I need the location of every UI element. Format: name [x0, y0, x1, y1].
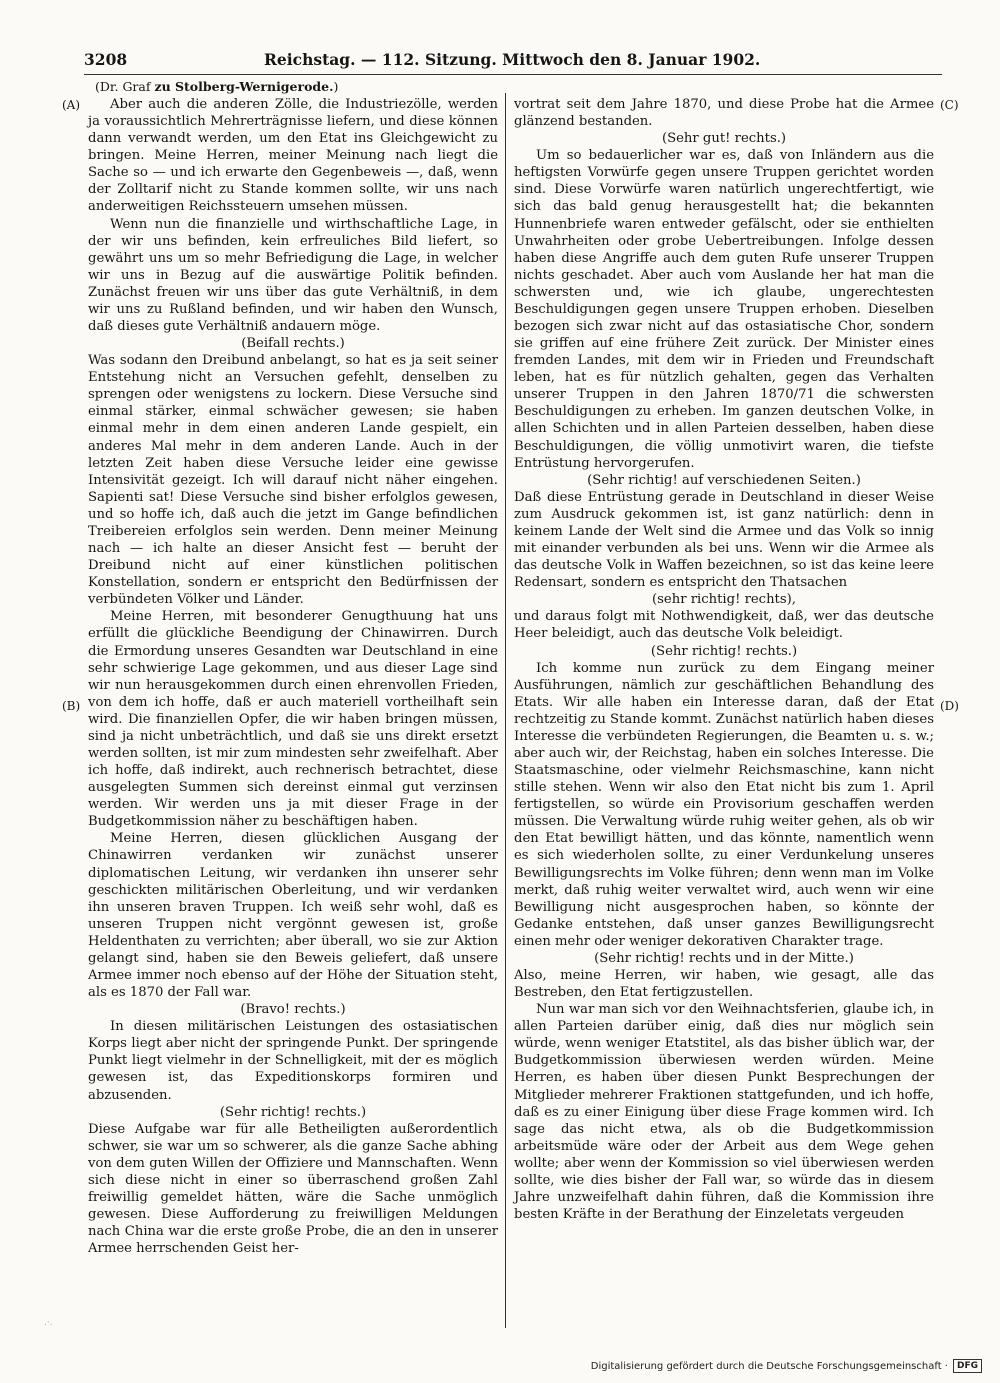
dfg-logo: DFG — [953, 1359, 982, 1373]
paragraph: Um so bedauerlicher war es, daß von Inländern aus die heftigsten Vorwürfe gegen unsere Truppen gerichtet worden sind. Diese Vorwürfe waren natürlich ungerechtfertigt, wie sich das bald genug herausgestellt hat; die bekannten Hunnenbriefe waren entweder gefälscht, oder sie enthielten Unwahrheiten oder grobe Uebertreibungen. Infolge dessen haben diese Angriffe auch dem guten Rufe unserer Truppen nichts geschadet. Aber auch vom Auslande her hat man die schwersten und, wie ich glaube, ungerechtesten Beschuldigungen gegen unsere Truppen erhoben. Dieselben bezogen sich zwar nicht auf das ostasiatische Chor, sondern sie griffen auf eine frühere Zeit zurück. Der Minister eines fremden Landes, mit dem wir in Frieden und Freundschaft leben, hat es für nützlich gehalten, gegen das Verhalten unserer Truppen in den Jahren 1870/71 die schwersten Beschuldigungen zu erheben. Im ganzen deutschen Volke, in allen Schichten und in allen Parteien desselben, haben diese Beschuldigungen, die völlig unmotivirt waren, die tiefste Entrüstung hervorgerufen. — [514, 148, 934, 471]
interjection: (Sehr richtig! auf verschiedenen Seiten.) — [587, 472, 861, 488]
paragraph: vortrat seit dem Jahre 1870, und diese Probe hat die Armee glänzend bestanden. — [514, 97, 934, 130]
speaker-suffix: ) — [333, 79, 339, 94]
paragraph: und daraus folgt mit Nothwendigkeit, daß, wer das deutsche Heer beleidigt, auch das deutsche Volk beleidigt. — [514, 609, 934, 642]
margin-marker-b: (B) — [62, 699, 81, 713]
speaker-prefix: (Dr. Graf — [95, 79, 155, 94]
interjection: (Sehr richtig! rechts.) — [219, 1104, 367, 1120]
margin-marker-c: (C) — [940, 98, 959, 112]
header-rule — [84, 74, 942, 75]
footer-text: Digitalisierung gefördert durch die Deutsche Forschungsgemeinschaft · — [590, 1360, 948, 1372]
right-column — [514, 96, 934, 1223]
speaker-name: zu Stolberg-Wernigerode. — [154, 79, 334, 94]
speaker-line — [95, 79, 338, 94]
paragraph: Ich komme nun zurück zu dem Eingang meiner Ausführungen, nämlich zur geschäftlichen Behandlung des Etats. Wir alle haben ein Interesse daran, daß der Etat rechtzeitig zu Stande kommt. Zunächst natürlich haben dieses Interesse die verbündeten Regierungen, die Beamten u. s. w.; aber auch wir, der Reichstag, haben ein solches Interesse. Die Staatsmaschine, oder vielmehr Reichsmaschine, kann nicht stille stehen. Wenn wir also den Etat nicht bis zum 1. April fertigstellen, so würde ein Provisorium geschaffen werden müssen. Die Verwaltung würde ruhig weiter gehen, als ob wir den Etat bewilligt hätten, und das könnte, namentlich wenn es sich wiederholen sollte, zu einer Verdunkelung unseres Bewilligungsrechts im Volke führen; denn wenn man im Volke merkt, daß ruhig weiter verwaltet wird, auch wenn wir eine Bewilligung nicht ausgesprochen haben, so könnte der Gedanke entstehen, daß unser ganzes Bewilligungsrecht einen mehr oder weniger dekorativen Charakter trage. — [514, 660, 934, 949]
digitization-footer — [591, 1359, 982, 1373]
interjection: (Beifall rechts.) — [241, 336, 345, 352]
paragraph: Daß diese Entrüstung gerade in Deutschland in dieser Weise zum Ausdruck gekommen ist, ist ganz natürlich: denn in keinem Lande der Welt sind die Armee und das Volk so innig mit einander verbunden als bei uns. Wenn wir die Armee als das deutsche Volk in Waffen bezeichnen, so ist das keine leere Redensart, sondern es entspricht den Thatsachen — [514, 489, 934, 591]
page-number: 3208 — [84, 50, 128, 69]
paragraph: In diesen militärischen Leistungen des ostasiatischen Korps liegt aber nicht der springende Punkt. Der springende Punkt liegt vielmehr in der Schnelligkeit, mit der es möglich gewesen ist, das Expeditionskorps formiren und abzusenden. — [88, 1019, 498, 1103]
paragraph: Aber auch die anderen Zölle, die Industriezölle, werden ja voraussichtlich Mehrerträgnisse liefern, und diese können dann verwandt werden, um den Etat ins Gleichgewicht zu bringen. Meine Herren, meiner Meinung nach liegt die Sache so — und ich erwarte den Gegenbeweis —, daß, wenn der Zolltarif nicht zu Stande kommen sollte, wir uns nach anderweitigen Reichssteuern umsehen müssen. — [88, 97, 498, 215]
column-divider — [505, 93, 506, 1328]
margin-marker-a: (A) — [62, 98, 81, 112]
page-header — [84, 50, 942, 72]
paragraph: Wenn nun die finanzielle und wirthschaftliche Lage, in der wir uns befinden, kein erfreuliches Bild liefert, so gewährt uns um so mehr Befriedigung die Lage, in welcher wir uns in Bezug auf die auswärtige Politik befinden. Zunächst freuen wir uns über das gute Verhältniß, in dem wir uns zu Rußland befinden, und wir haben den Wunsch, daß dieses gute Verhältniß andauern möge. — [88, 216, 498, 335]
page-smudge: .·. — [44, 1318, 53, 1328]
paragraph: Was sodann den Dreibund anbelangt, so hat es ja seit seiner Entstehung nicht an Versuchen gefehlt, denselben zu sprengen oder wenigstens zu lockern. Diese Versuche sind einmal stärker, einmal schwächer gewesen; sie haben einmal mehr in dem einen anderen Lande gespielt, ein anderes Mal mehr in dem anderen Lande. Auch in der letzten Zeit haben diese Versuche leider eine gewisse Intensivität gezeigt. Ich will darauf nicht näher eingehen. Sapienti sat! Diese Versuche sind bisher erfolglos gewesen, und so hoffe ich, daß auch die jetzt im Gange befindlichen Treibereien erfolglos sein werden. Denn meiner Meinung nach — ich halte an dieser Ansicht fest — beruht der Dreibund nicht auf einer künstlichen politischen Konstellation, sondern er entspricht den Bedürfnissen der verbündeten Völker und Länder. — [88, 353, 498, 608]
interjection: (Bravo! rechts.) — [240, 1002, 346, 1018]
paragraph: Also, meine Herren, wir haben, wie gesagt, alle das Bestreben, den Etat fertigzustellen. — [514, 967, 934, 1001]
interjection: (Sehr richtig! rechts und in der Mitte.) — [594, 950, 854, 966]
paragraph: Meine Herren, diesen glücklichen Ausgang der Chinawirren verdanken wir zunächst unserer diplomatischen Leitung, wir verdanken ihn unserer sehr geschickten militärischen Oberleitung, und wir verdanken ihn unseren braven Truppen. Ich weiß sehr wohl, daß es unseren Truppen nicht vergönnt gewesen ist, große Heldenthaten zu verrichten; aber überall, wo sie zur Aktion gelangt sind, haben sie den Beweis geliefert, daß unsere Armee immer noch ebenso auf der Höhe der Situation steht, als es 1870 der Fall war. — [88, 831, 498, 1001]
interjection: (Sehr gut! rechts.) — [661, 131, 787, 147]
interjection: (Sehr richtig! rechts.) — [650, 643, 798, 659]
paragraph: Nun war man sich vor den Weihnachtsferien, glaube ich, in allen Parteien darüber einig, daß dies nur möglich sein würde, wenn weniger Etatstitel, als das bisher üblich war, der Budgetkommission überwiesen werden würden. Meine Herren, es haben über diesen Punkt Besprechungen der Mitglieder mehrerer Fraktionen stattgefunden, und ich hoffe, daß es zu einer Einigung über diese Frage kommen wird. Ich sage das nicht etwa, als ob die Budgetkommission arbeitsmüde wäre oder der Arbeit aus dem Wege gehen wollte; aber wenn der Kommission so viel überwiesen werden sollte, wie dies bisher der Fall war, so würde das in diesem Jahre unzweifelhaft dahin führen, daß die Kommission ihre besten Kräfte in der Berathung der Einzeletats vergeuden — [514, 1002, 934, 1223]
paragraph: Diese Aufgabe war für alle Betheiligten außerordentlich schwer, sie war um so schwerer, als die ganze Sache abhing von dem guten Willen der Offiziere und Mannschaften. Wenn sich diese nicht in einer so überraschend großen Zahl freiwillig gemeldet hätten, wäre die Sache unmöglich gewesen. Diese Aufforderung zu freiwilligen Meldungen nach China war die erste große Probe, die an den in unserer Armee herrschenden Geist her- — [88, 1121, 498, 1257]
margin-marker-d: (D) — [940, 699, 959, 713]
interjection: (sehr richtig! rechts), — [652, 592, 796, 608]
running-title: Reichstag. — 112. Sitzung. Mittwoch den 8. Januar 1902. — [264, 50, 761, 69]
paragraph: Meine Herren, mit besonderer Genugthuung hat uns erfüllt die glückliche Beendigung der Chinawirren. Durch die Ermordung unseres Gesandten war Deutschland in eine sehr schwierige Lage gekommen, und aus dieser Lage sind wir nun herausgekommen durch einen ehrenvollen Frieden, von dem ich hoffe, daß er auch materiell vortheilhaft sein wird. Die finanziellen Opfer, die wir haben bringen müssen, sind ja nicht unbeträchtlich, und daß sie uns direkt ersetzt werden sollten, ist mir zum mindesten sehr zweifelhaft. Aber ich hoffe, daß indirekt, auch rechnerisch betrachtet, diese ausgelegten Summen sich dereinst einmal gut verzinsen werden. Wir werden uns ja mit dieser Frage in der Budgetkommission näher zu beschäftigen haben. — [88, 609, 498, 830]
left-column — [88, 96, 498, 1257]
